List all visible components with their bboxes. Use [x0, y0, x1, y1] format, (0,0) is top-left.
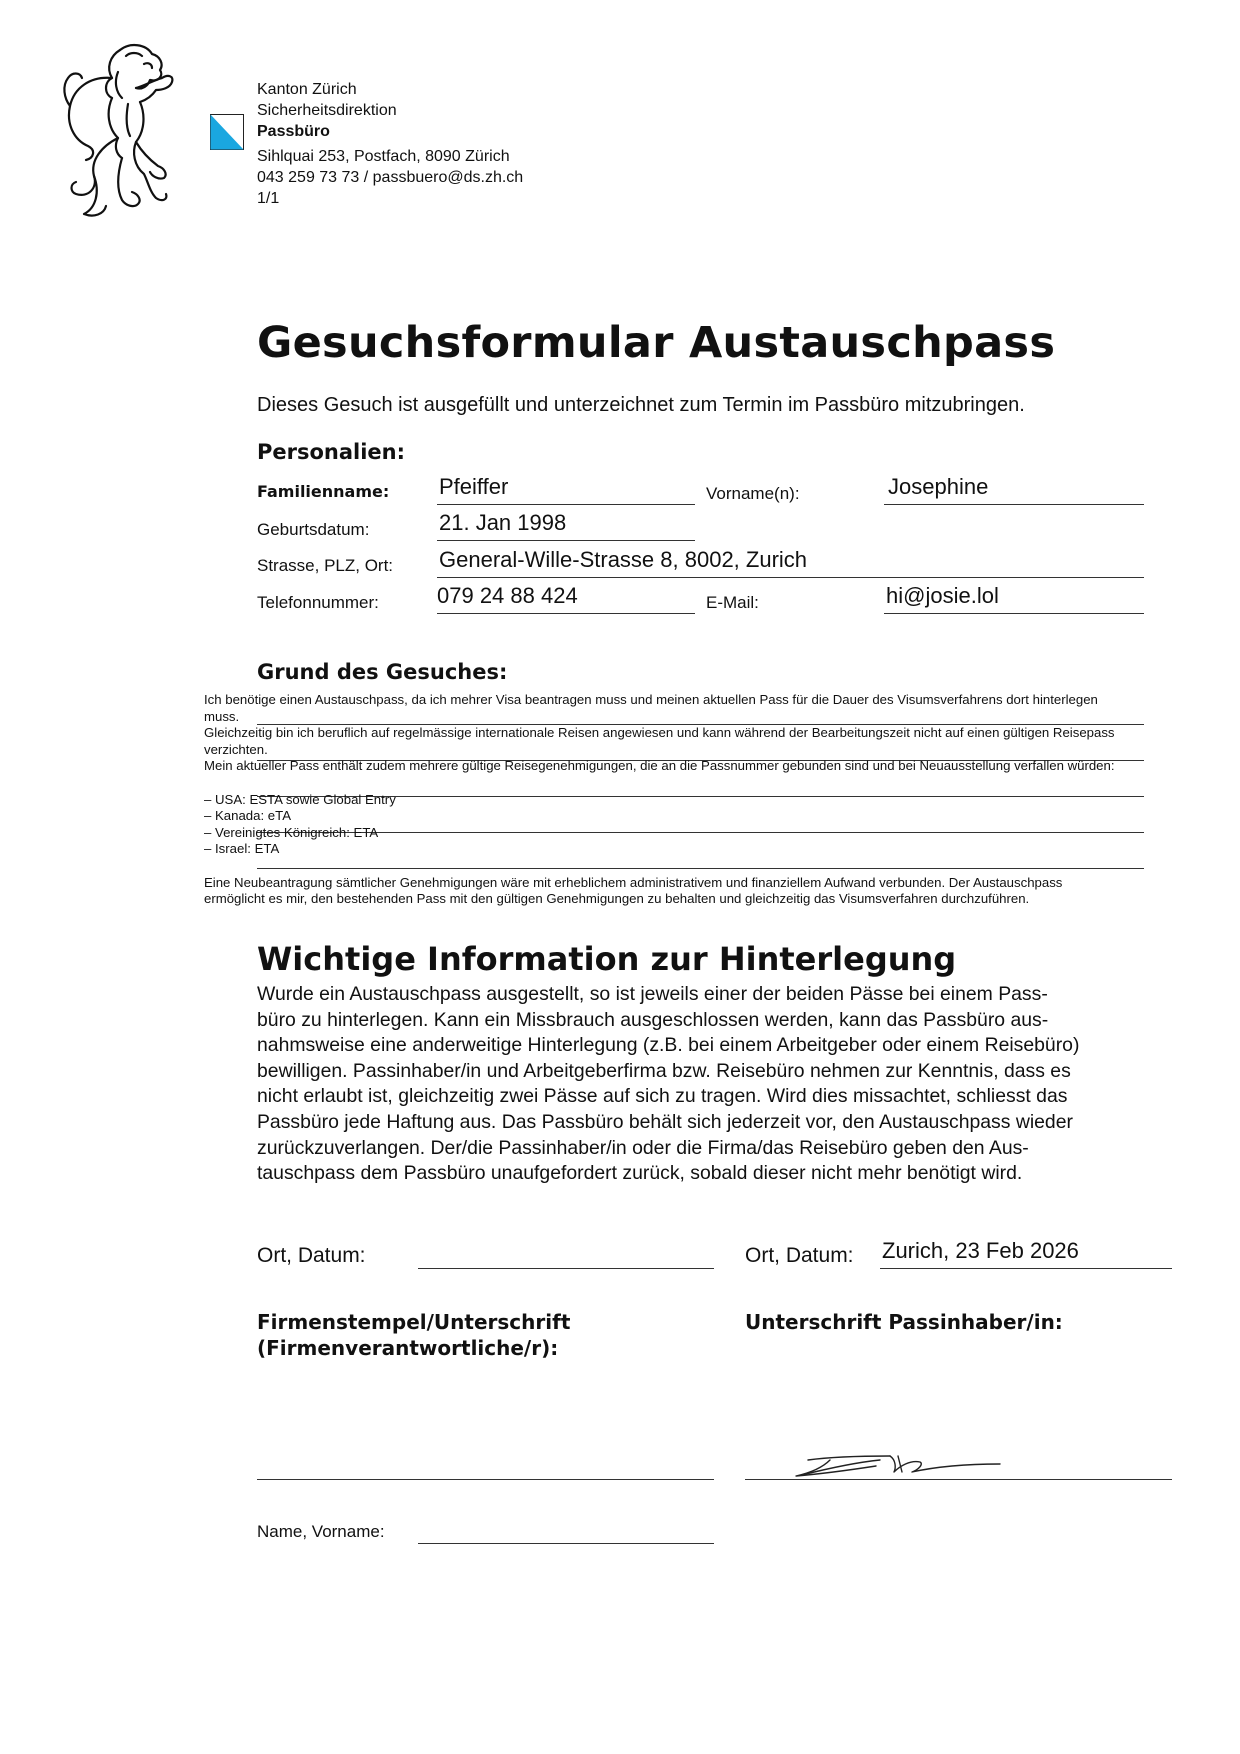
grund-line: Ich benötige einen Austauschpass, da ich mehrer Visa beantragen muss und meinen aktuellen Pass für die Dauer des Visumsverfahrens dort hinterlegen — [204, 692, 1098, 707]
info-line: tauschpass dem Passbüro unaufgefordert zurück, sobald dieser nicht mehr benötigt wird. — [257, 1162, 1023, 1185]
familienname-label: Familienname: — [257, 482, 390, 501]
info-paragraph — [257, 982, 1157, 1187]
grund-heading: Grund des Gesuches: — [257, 660, 508, 684]
info-line: zurückzuverlangen. Der/die Passinhaber/in oder die Firma/das Reisebüro geben den Aus- — [257, 1136, 1029, 1159]
geburtsdatum-field[interactable]: 21. Jan 1998 — [439, 510, 567, 535]
header-page-number: 1/1 — [257, 190, 280, 207]
holder-signature-label: Unterschrift Passinhaber/in: — [745, 1310, 1063, 1334]
ort-datum-field-right[interactable]: Zurich, 23 Feb 2026 — [882, 1238, 1079, 1263]
info-line: büro zu hinterlegen. Kann ein Missbrauch ausgeschlossen werden, kann das Passbüro aus- — [257, 1008, 1049, 1031]
adresse-label: Strasse, PLZ, Ort: — [257, 556, 394, 575]
telefon-label: Telefonnummer: — [257, 593, 379, 612]
firm-signature-label-line1: Firmenstempel/Unterschrift — [257, 1310, 571, 1334]
grund-line — [204, 858, 1224, 875]
email-label: E-Mail: — [706, 593, 759, 612]
grund-line: – Israel: ETA — [204, 841, 280, 857]
firm-signature-line[interactable] — [257, 1479, 714, 1480]
email-underline — [884, 613, 1144, 614]
adresse-field[interactable]: General-Wille-Strasse 8, 8002, Zurich — [439, 547, 808, 572]
personalien-heading: Personalien: — [257, 440, 406, 464]
intro-text: Dieses Gesuch ist ausgefüllt und unterzeichnet zum Termin im Passbüro mitzubringen. — [257, 394, 1025, 416]
firm-signature-label-line2: (Firmenverantwortliche/r): — [257, 1336, 559, 1360]
info-line: nicht erlaubt ist, gleichzeitig zwei Pässe auf sich zu tragen. Wird dies missachtet, schliesst das — [257, 1085, 1068, 1108]
info-line: nahmsweise eine anderweitige Hinterlegung (z.B. bei einem Arbeitgeber oder einem Reisebüro) — [257, 1034, 1080, 1057]
vorname-field[interactable]: Josephine — [888, 474, 989, 499]
vorname-underline — [884, 504, 1144, 505]
grund-line: Mein aktueller Pass enthält zudem mehrere gültige Reisegenehmigungen, die an die Passnummer gebunden sind und bei Neuausstellung verfallen würden: — [204, 758, 1115, 774]
header-contact: 043 259 73 73 / passbuero@ds.zh.ch — [257, 169, 524, 186]
grund-line: Gleichzeitig bin ich beruflich auf regelmässige internationale Reisen angewiesen und kann während der Bearbeitungszeit nicht auf einen gültigen Reisepass — [204, 725, 1115, 741]
geburtsdatum-label: Geburtsdatum: — [257, 520, 370, 539]
header-canton: Kanton Zürich — [257, 81, 357, 98]
grund-line — [204, 775, 1224, 792]
name-vorname-field[interactable] — [418, 1543, 714, 1544]
zurich-lion-icon — [60, 42, 180, 222]
handwritten-signature-icon — [790, 1450, 1010, 1480]
familienname-field[interactable]: Pfeiffer — [439, 474, 509, 499]
grund-line: muss. — [204, 708, 240, 724]
name-vorname-label: Name, Vorname: — [257, 1522, 385, 1541]
ort-datum-underline-right — [880, 1268, 1172, 1269]
zurich-flag-icon — [210, 114, 244, 150]
grund-line: – Vereinigtes Königreich: ETA — [204, 824, 379, 840]
holder-signature-line[interactable] — [745, 1479, 1172, 1480]
telefon-underline — [437, 613, 695, 614]
grund-line: ermöglicht es mir, den bestehenden Pass mit den gültigen Genehmigungen zu behalten und gleichzeitig das Visumsverfahren durchzuführen. — [204, 891, 1030, 907]
adresse-underline — [437, 577, 1144, 578]
telefon-field[interactable]: 079 24 88 424 — [437, 583, 578, 608]
grund-textarea[interactable] — [204, 692, 1224, 908]
vorname-label: Vorname(n): — [706, 484, 800, 503]
grund-line: verzichten. — [204, 741, 268, 757]
header-office: Passbüro — [257, 123, 330, 140]
info-line: Passbüro jede Haftung aus. Das Passbüro behält sich jederzeit vor, den Austauschpass wieder — [257, 1110, 1073, 1133]
geburtsdatum-underline — [437, 540, 695, 541]
header-address: Sihlquai 253, Postfach, 8090 Zürich — [257, 148, 510, 165]
page-title: Gesuchsformular Austauschpass — [257, 318, 1056, 368]
grund-line: – USA: ESTA sowie Global Entry — [204, 791, 396, 807]
grund-line: – Kanada: eTA — [204, 808, 291, 824]
ort-datum-label-left: Ort, Datum: — [257, 1244, 366, 1267]
ort-datum-underline-left — [418, 1268, 714, 1269]
info-heading: Wichtige Information zur Hinterlegung — [257, 940, 957, 978]
familienname-underline — [437, 504, 695, 505]
info-line: bewilligen. Passinhaber/in und Arbeitgeberfirma bzw. Reisebüro nehmen zur Kenntnis, dass es — [257, 1059, 1071, 1082]
header-department: Sicherheitsdirektion — [257, 102, 397, 119]
grund-line: Eine Neubeantragung sämtlicher Genehmigungen wäre mit erheblichem administrativem und finanziellem Aufwand verbunden. Der Austauschpass — [204, 874, 1063, 890]
email-field[interactable]: hi@josie.lol — [886, 583, 999, 608]
ort-datum-label-right: Ort, Datum: — [745, 1244, 854, 1267]
info-line: Wurde ein Austauschpass ausgestellt, so ist jeweils einer der beiden Pässe bei einem Pass- — [257, 983, 1048, 1005]
